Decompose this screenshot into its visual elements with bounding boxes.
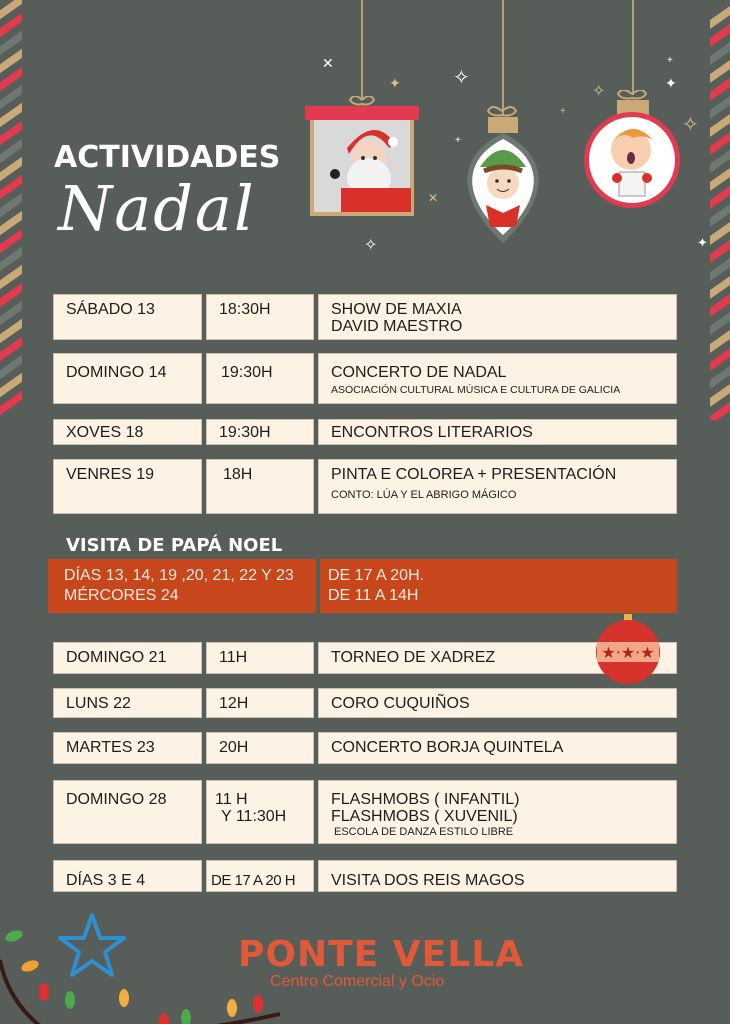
activity-note: ASOCIACIÓN CULTURAL MÚSICA E CULTURA DE GALICIA <box>331 384 621 396</box>
red-bauble-ornament-icon <box>594 614 662 686</box>
sparkle-icon: + <box>667 55 673 66</box>
time-cell: 12H <box>206 688 314 718</box>
brand-logo: PONTE VELLA <box>238 934 524 975</box>
schedule-row <box>53 688 677 718</box>
brand-tagline: Centro Comercial y Ocio <box>270 973 445 990</box>
sparkle-icon: + <box>455 135 461 146</box>
days-line: MÉRCORES 24 <box>64 587 179 604</box>
day-cell: DOMINGO 28 <box>53 780 202 844</box>
activity-cell <box>318 780 677 844</box>
schedule-row <box>53 419 677 445</box>
schedule-row <box>53 353 677 404</box>
activity-title-line2: FLASHMOBS ( XUVENIL) <box>331 808 518 825</box>
activity-cell: CORO CUQUIÑOS <box>318 688 677 718</box>
sparkle-icon: ✦ <box>665 75 677 91</box>
day-cell: DOMINGO 14 <box>53 353 202 404</box>
sparkle-icon: ✧ <box>453 67 470 89</box>
day-cell: VENRES 19 <box>53 459 202 514</box>
schedule-row <box>53 732 677 764</box>
day-cell: XOVES 18 <box>53 419 202 445</box>
time-cell <box>206 780 314 844</box>
day-cell: LUNS 22 <box>53 688 202 718</box>
time-cell: 19:30H <box>206 353 314 404</box>
hours-line: DE 11 A 14H <box>328 587 419 604</box>
day-cell: DÍAS 3 E 4 <box>53 860 202 892</box>
sparkle-icon: ✕ <box>428 191 439 205</box>
activity-cell <box>318 294 677 340</box>
time-line: 11 H <box>215 791 248 808</box>
papa-noel-row <box>48 559 677 613</box>
schedule-row <box>53 780 677 844</box>
activity-cell: VISITA DOS REIS MAGOS <box>318 860 677 892</box>
sparkle-icon: ✧ <box>592 83 606 100</box>
section-heading-papa-noel: VISITA DE PAPÁ NOEL <box>66 535 283 556</box>
schedule-row <box>53 459 677 514</box>
day-cell: DOMINGO 21 <box>53 642 202 674</box>
sparkle-icon: ✧ <box>364 237 378 254</box>
sparkle-icon: ✕ <box>322 55 334 71</box>
papa-noel-hours <box>320 559 677 613</box>
santa-window-ornament-icon <box>305 96 419 216</box>
activity-cell <box>318 353 677 404</box>
schedule-row <box>53 642 677 674</box>
schedule-row <box>53 860 677 892</box>
svg-text:★·★·★: ★·★·★ <box>601 643 655 662</box>
page-title: ACTIVIDADES <box>54 140 281 175</box>
activity-cell: CONCERTO BORJA QUINTELA <box>318 732 677 764</box>
schedule-row <box>53 294 677 340</box>
ornament-string <box>361 0 363 100</box>
activity-note: ESCOLA DE DANZA ESTILO LIBRE <box>334 826 514 838</box>
decorative-stripes-right <box>706 0 730 420</box>
sparkle-icon: ✦ <box>697 235 708 250</box>
time-cell: DE 17 A 20 H <box>206 860 314 892</box>
activity-title: FLASHMOBS ( INFANTIL) <box>331 791 520 808</box>
activity-cell <box>318 459 677 514</box>
time-cell: 11H <box>206 642 314 674</box>
activity-title-line2: DAVID MAESTRO <box>331 318 463 335</box>
page-subtitle: Nadal <box>58 172 256 245</box>
activity-title: SHOW DE MAXIA <box>331 301 462 318</box>
activity-note: CONTO: LÚA Y EL ABRIGO MÁGICO <box>331 489 517 501</box>
sparkle-icon: + <box>560 106 566 117</box>
day-cell: SÁBADO 13 <box>53 294 202 340</box>
sparkle-icon: ✧ <box>682 114 699 136</box>
activity-title: PINTA E COLOREA + PRESENTACIÓN <box>331 466 617 483</box>
ornament-string <box>502 0 504 115</box>
elf-ornament-icon <box>458 105 548 245</box>
time-cell: 18:30H <box>206 294 314 340</box>
time-cell: 19:30H <box>206 419 314 445</box>
day-cell: MARTES 23 <box>53 732 202 764</box>
papa-noel-days <box>48 559 316 613</box>
time-cell: 20H <box>206 732 314 764</box>
hours-line: DE 17 A 20H. <box>328 567 425 584</box>
sparkle-icon: ✦ <box>389 75 401 91</box>
decorative-stripes-left <box>0 0 22 420</box>
time-line: Y 11:30H <box>221 808 287 825</box>
ornament-string <box>632 0 634 95</box>
time-cell: 18H <box>206 459 314 514</box>
days-line: DÍAS 13, 14, 19 ,20, 21, 22 Y 23 <box>64 567 294 584</box>
caroler-ornament-icon <box>581 90 683 214</box>
activity-cell: TORNEO DE XADREZ <box>318 642 677 674</box>
activity-cell: ENCONTROS LITERARIOS <box>318 419 677 445</box>
activity-title: CONCERTO DE NADAL <box>331 364 507 381</box>
